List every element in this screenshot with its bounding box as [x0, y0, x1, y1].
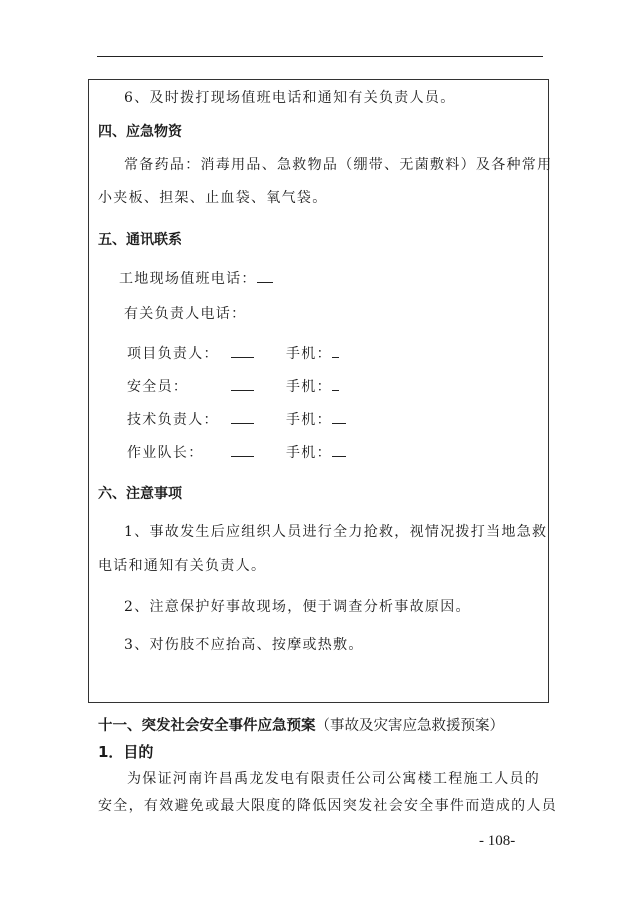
mobile-label	[286, 343, 339, 363]
note-2: 2、注意保护好事故现场，便于调查分析事故原因。	[124, 599, 471, 615]
mobile-label-text: 手机：	[286, 445, 332, 461]
contact-role: 技术负责人：	[127, 412, 219, 428]
mobile-blank	[332, 343, 339, 358]
site-duty-phone-label: 工地现场值班电话：	[119, 271, 257, 287]
mobile-label-text: 手机：	[286, 412, 332, 428]
mobile-label-text: 手机：	[286, 346, 332, 362]
contact-phone-blank	[231, 442, 254, 457]
mobile-label	[286, 409, 346, 429]
mobile-blank	[332, 376, 339, 391]
section-5-heading: 五、通讯联系	[98, 232, 182, 248]
mobile-blank	[332, 442, 346, 457]
item-6: 6、及时拨打现场值班电话和通知有关负责人员。	[124, 90, 456, 106]
mobile-blank	[332, 409, 346, 424]
purpose-paragraph-line-1: 为保证河南许昌禹龙发电有限责任公司公寓楼工程施工人员的	[127, 771, 541, 787]
note-3: 3、对伤肢不应抬高、按摩或热敷。	[124, 637, 364, 653]
contact-phone-blank	[231, 409, 254, 424]
responsible-phone-label: 有关负责人电话：	[124, 306, 247, 322]
contact-role: 作业队长：	[127, 445, 204, 461]
contact-role: 项目负责人：	[127, 346, 219, 362]
note-1-line-1: 1、事故发生后应组织人员进行全力抢救，视情况拨打当地急救	[124, 524, 548, 540]
mobile-label	[286, 442, 346, 462]
section-6-heading: 六、注意事项	[98, 486, 182, 502]
section-11-title	[98, 714, 504, 735]
section-4-line-2: 小夹板、担架、止血袋、氧气袋。	[98, 190, 328, 206]
header-rule	[97, 56, 543, 57]
section-11-title-suffix: （事故及灾害应急救援预案）	[315, 718, 504, 734]
note-1-line-2: 电话和通知有关负责人。	[98, 558, 267, 574]
site-duty-phone-blank	[257, 268, 273, 283]
purpose-paragraph-line-2: 安全，有效避免或最大限度的降低因突发社会安全事件而造成的人员	[98, 798, 557, 814]
section-11-title-bold: 十一、突发社会安全事件应急预案	[98, 718, 316, 734]
page-number: - 108-	[479, 833, 516, 849]
section-4-heading: 四、应急物资	[98, 124, 182, 140]
subsection-1-heading: 1．目的	[98, 743, 154, 761]
mobile-label-text: 手机：	[286, 379, 332, 395]
section-4-line-1: 常备药品：消毒用品、急救物品（绷带、无菌敷料）及各种常用	[124, 157, 553, 173]
contact-phone-blank	[231, 343, 254, 358]
site-duty-phone	[119, 268, 273, 288]
contact-phone-blank	[231, 376, 254, 391]
mobile-label	[286, 376, 339, 396]
contact-role: 安全员：	[127, 379, 189, 395]
